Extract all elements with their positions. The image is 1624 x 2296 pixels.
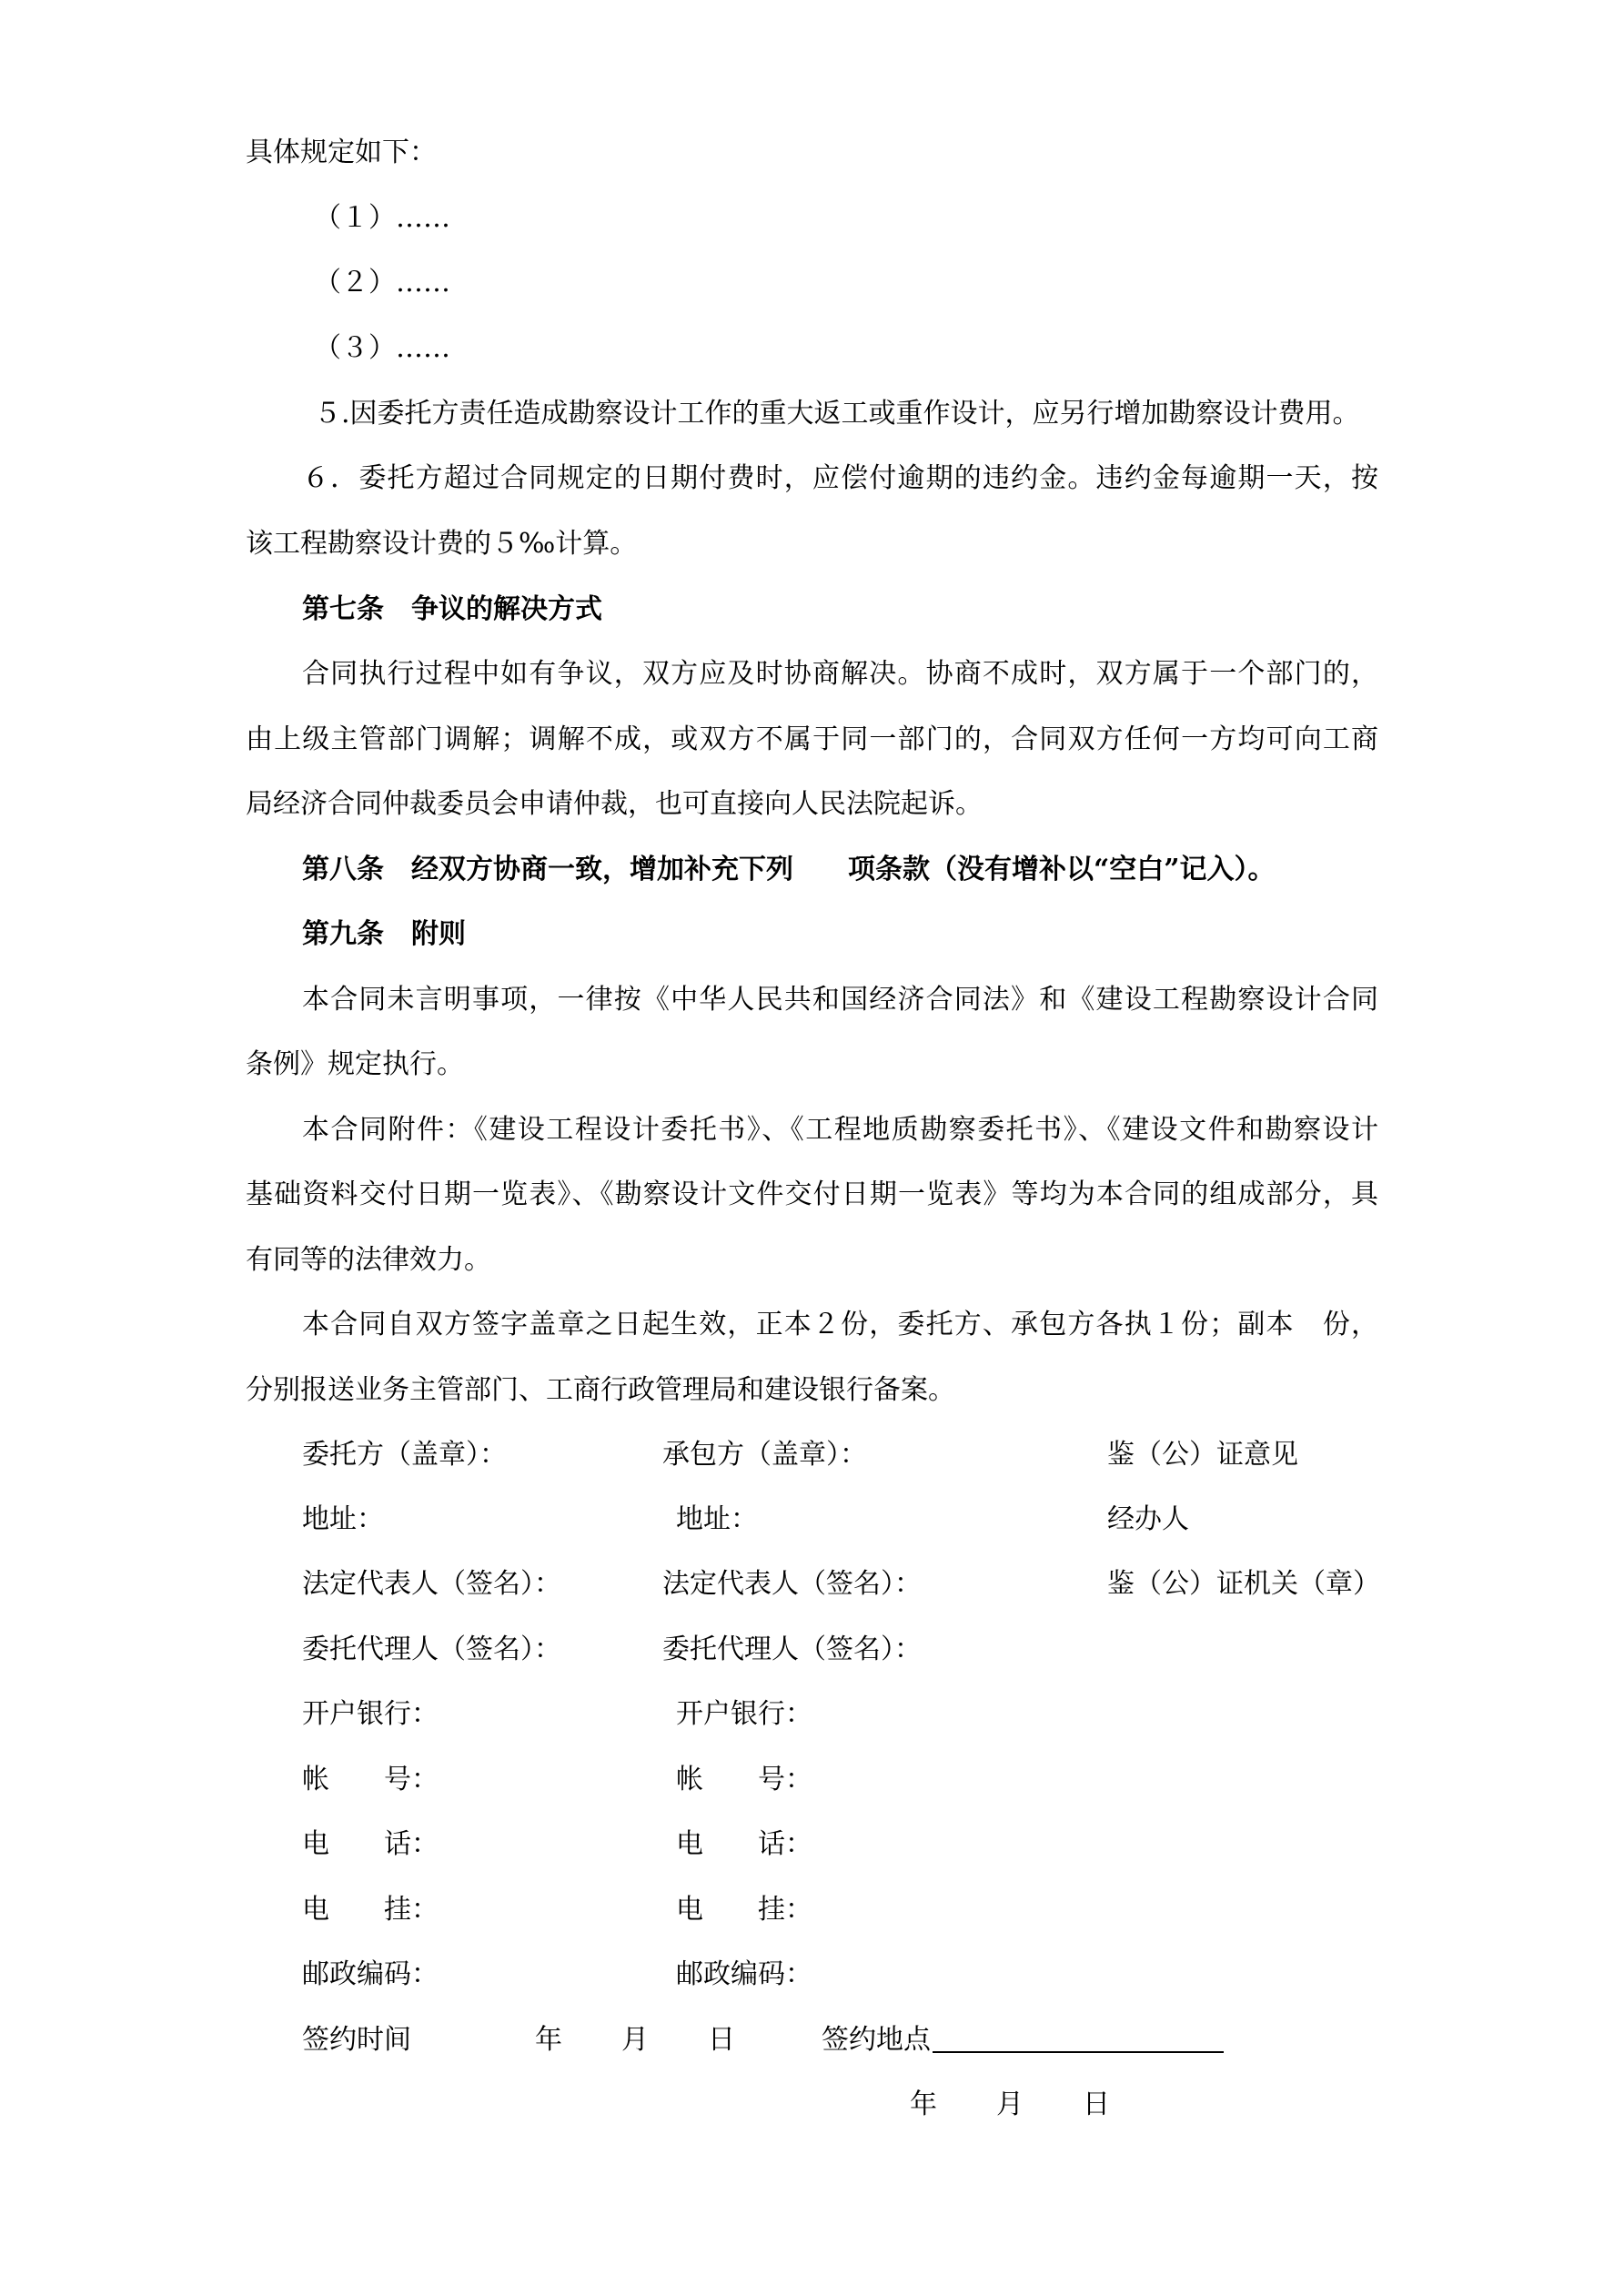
clause-5: ５.因委托方责任造成勘察设计工作的重大返工或重作设计，应另行增加勘察设计费用。: [314, 398, 1360, 430]
clause-6-line-2: 该工程勘察设计费的５‰计算。: [246, 528, 638, 560]
contractor-agent-label: 委托代理人（签名）：: [662, 1633, 922, 1665]
contractor-phone-label: 电 话：: [676, 1828, 812, 1860]
list-item: （２）……: [314, 267, 450, 298]
client-phone-label: 电 话：: [302, 1828, 439, 1860]
client-bank-label: 开户银行：: [302, 1698, 439, 1730]
client-address-label: 地址：: [302, 1503, 384, 1535]
article-7-para-line: 合同执行过程中如有争议，双方应及时协商解决。协商不成时，双方属于一个部门的，: [302, 658, 1378, 690]
article-7-title: 第七条 争议的解决方式: [302, 593, 602, 625]
notary-date-row: [0, 2089, 1624, 2121]
signature-row: [0, 1568, 1624, 1601]
client-account-label: 帐 号：: [302, 1764, 439, 1795]
article-8: [302, 854, 1276, 886]
contractor-cable-label: 电 挂：: [676, 1894, 812, 1926]
notary-opinion-label: 鉴（公）证意见: [1107, 1439, 1298, 1471]
notary-day-label: 日: [1083, 2089, 1110, 2120]
signature-row: [0, 1764, 1624, 1796]
sign-year-label: 年: [535, 2024, 562, 2056]
contractor-postcode-label: 邮政编码：: [676, 1958, 812, 1990]
article-9-para-line: 条例》规定执行。: [246, 1048, 464, 1080]
notary-month-label: 月: [996, 2089, 1024, 2120]
client-postcode-label: 邮政编码：: [302, 1958, 439, 1990]
article-7-para-line: 局经济合同仲裁委员会申请仲裁，也可直接向人民法院起诉。: [246, 788, 983, 820]
notary-office-label: 鉴（公）证机关（章）: [1107, 1568, 1380, 1600]
signature-row: [0, 1439, 1624, 1472]
list-item: （３）……: [314, 332, 450, 364]
contractor-bank-label: 开户银行：: [676, 1698, 812, 1730]
article-7-para-line: 由上级主管部门调解；调解不成，或双方不属于同一部门的，合同双方任何一方均可向工商: [246, 723, 1378, 755]
sign-place-label: 签约地点: [822, 2024, 931, 2056]
contractor-seal-label: 承包方（盖章）：: [662, 1439, 867, 1471]
article-9-para-line: 本合同未言明事项，一律按《中华人民共和国经济合同法》和《建设工程勘察设计合同: [302, 984, 1378, 1016]
list-item: （１）……: [314, 202, 450, 234]
article-9-para-line: 有同等的法律效力。: [246, 1244, 491, 1276]
client-legal-rep-label: 法定代表人（签名）：: [302, 1568, 561, 1600]
sign-time-label: 签约时间: [302, 2024, 411, 2056]
article-9-para-line: 本合同附件：《建设工程设计委托书》、《工程地质勘察委托书》、《建设文件和勘察设计: [302, 1114, 1378, 1146]
signature-row: [0, 1958, 1624, 1991]
article-9-para-line: 基础资料交付日期一览表》、《勘察设计文件交付日期一览表》等均为本合同的组成部分，具: [246, 1178, 1378, 1210]
article-8-part-a: 第八条 经双方协商一致，增加补充下列: [302, 854, 793, 885]
article-9-para-line: 本合同自双方签字盖章之日起生效，正本２份，委托方、承包方各执１份；副本 份，: [302, 1309, 1378, 1340]
sign-time-row: [0, 2024, 1624, 2057]
handler-label: 经办人: [1107, 1503, 1189, 1535]
article-8-part-b: 项条款（没有增补以“空白”记入）。: [848, 854, 1276, 885]
signature-row: [0, 1828, 1624, 1861]
sign-month-label: 月: [621, 2024, 649, 2056]
signature-row: [0, 1698, 1624, 1731]
signature-row: [0, 1894, 1624, 1927]
article-9-para-line: 分别报送业务主管部门、工商行政管理局和建设银行备案。: [246, 1374, 955, 1406]
intro-text: 具体规定如下：: [246, 137, 437, 168]
contractor-address-label: 地址：: [676, 1503, 758, 1535]
notary-year-label: 年: [910, 2089, 937, 2120]
signature-row: [0, 1633, 1624, 1666]
sign-place-blank: [933, 2024, 1224, 2053]
contractor-legal-rep-label: 法定代表人（签名）：: [662, 1568, 922, 1600]
contractor-account-label: 帐 号：: [676, 1764, 812, 1795]
client-seal-label: 委托方（盖章）：: [302, 1439, 507, 1471]
article-9-title: 第九条 附则: [302, 918, 466, 950]
clause-6-line-1: ６．委托方超过合同规定的日期付费时，应偿付逾期的违约金。违约金每逾期一天，按: [302, 462, 1378, 494]
signature-row: [0, 1503, 1624, 1536]
client-cable-label: 电 挂：: [302, 1894, 439, 1926]
sign-day-label: 日: [708, 2024, 735, 2056]
client-agent-label: 委托代理人（签名）：: [302, 1633, 561, 1665]
